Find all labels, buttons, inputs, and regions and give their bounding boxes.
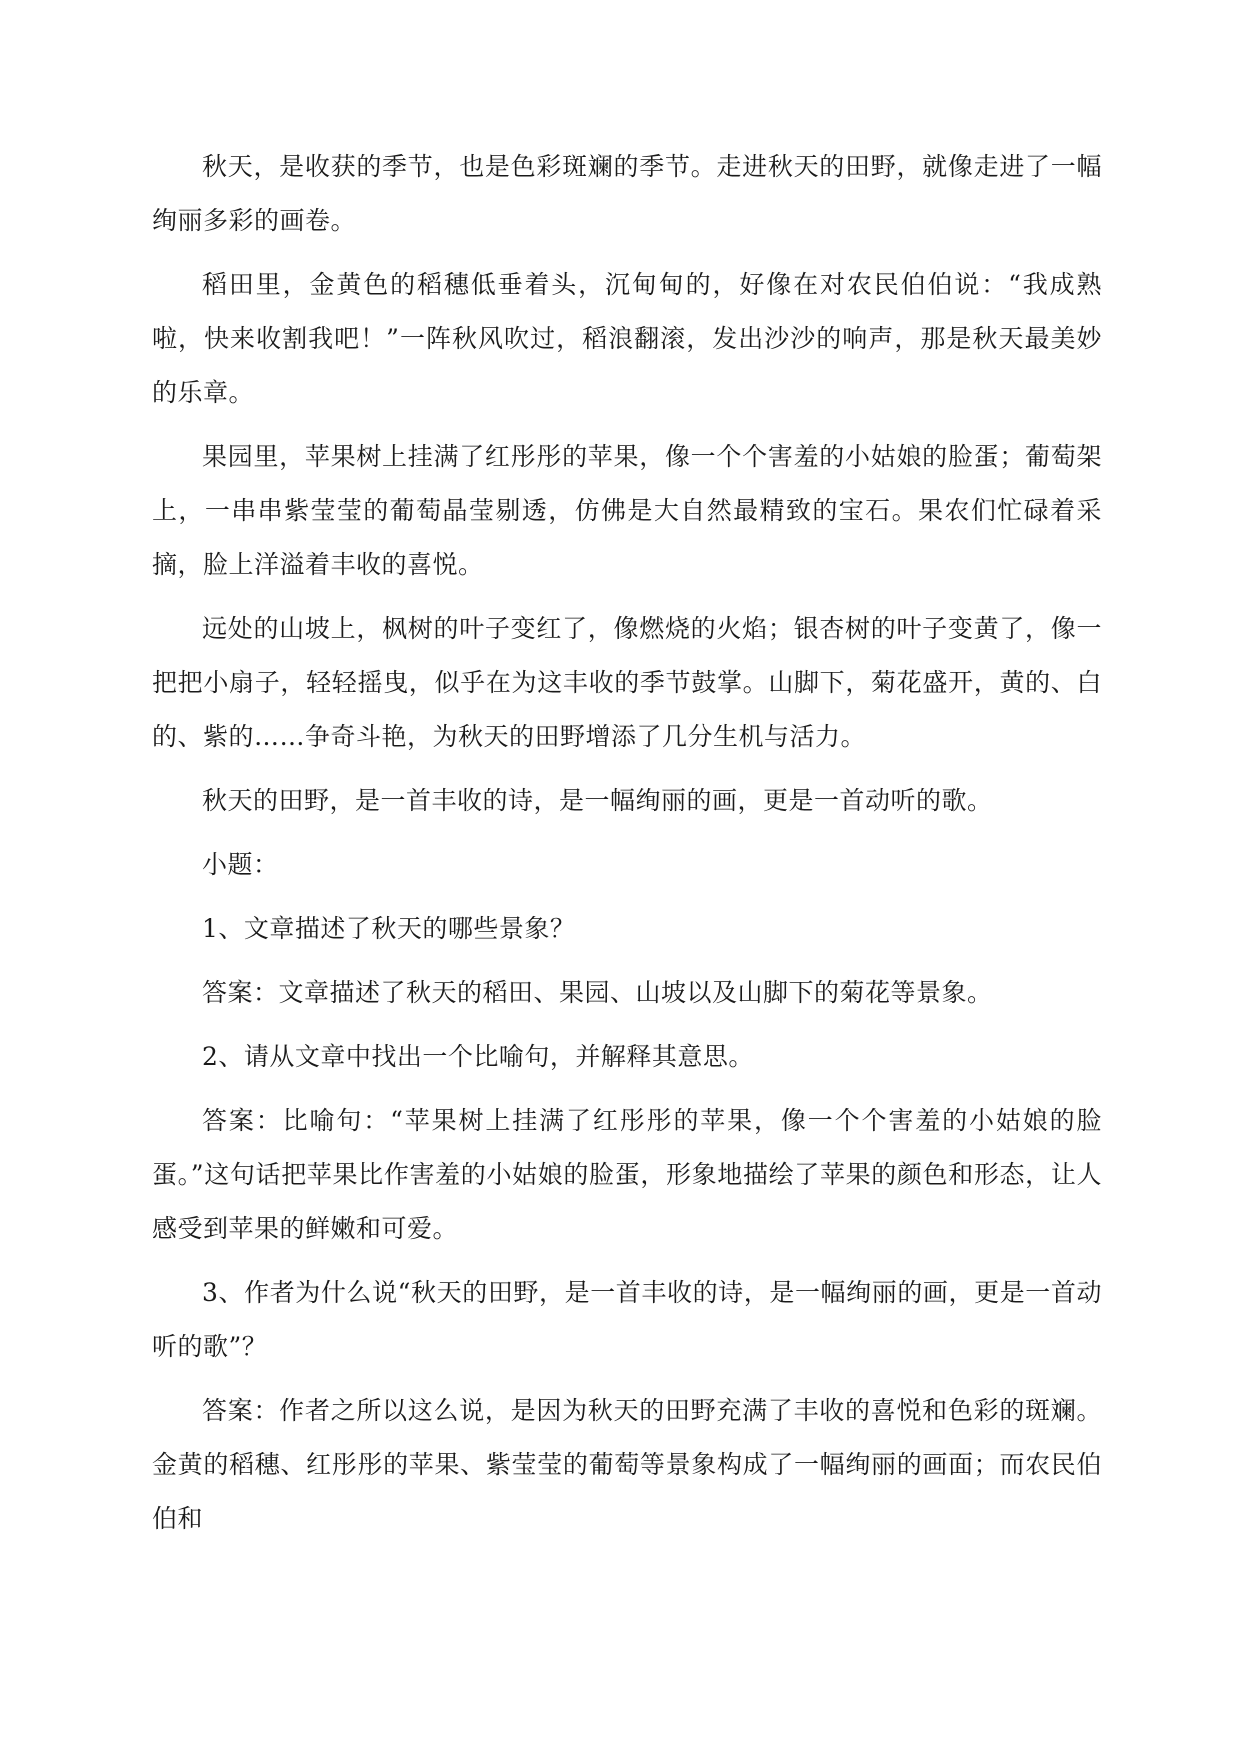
paragraph-orchard: 果园里，苹果树上挂满了红彤彤的苹果，像一个个害羞的小姑娘的脸蛋；葡萄架上，一串串紫莹莹的葡萄晶莹剔透，仿佛是大自然最精致的宝石。果农们忙碌着采摘，脸上洋溢着丰收的喜悦。: [152, 442, 1102, 579]
question-3: 3、作者为什么说“秋天的田野，是一首丰收的诗，是一幅绚丽的画，更是一首动听的歌”？: [152, 1278, 1102, 1361]
questions-heading: 小题：: [202, 850, 279, 879]
paragraph-hillside: 远处的山坡上，枫树的叶子变红了，像燃烧的火焰；银杏树的叶子变黄了，像一把把小扇子，轻轻摇曳，似乎在为这丰收的季节鼓掌。山脚下，菊花盛开，黄的、白的、紫的……争奇斗艳，为秋天的田野增添了几分生机与活力。: [152, 614, 1102, 751]
answer-1: 答案：文章描述了秋天的稻田、果园、山坡以及山脚下的菊花等景象。: [202, 978, 993, 1007]
paragraph-conclusion: 秋天的田野，是一首丰收的诗，是一幅绚丽的画，更是一首动听的歌。: [202, 786, 993, 815]
answer-2: 答案：比喻句：“苹果树上挂满了红彤彤的苹果，像一个个害羞的小姑娘的脸蛋。”这句话把苹果比作害羞的小姑娘的脸蛋，形象地描绘了苹果的颜色和形态，让人感受到苹果的鲜嫩和可爱。: [152, 1106, 1102, 1243]
document-body: [152, 140, 1102, 1556]
question-1: 1、文章描述了秋天的哪些景象？: [202, 914, 576, 943]
answer-3: 答案：作者之所以这么说，是因为秋天的田野充满了丰收的喜悦和色彩的斑斓。金黄的稻穗、红彤彤的苹果、紫莹莹的葡萄等景象构成了一幅绚丽的画面；而农民伯伯和: [152, 1396, 1102, 1533]
paragraph-intro: 秋天，是收获的季节，也是色彩斑斓的季节。走进秋天的田野，就像走进了一幅绚丽多彩的画卷。: [152, 152, 1102, 235]
paragraph-rice-field: 稻田里，金黄色的稻穗低垂着头，沉甸甸的，好像在对农民伯伯说：“我成熟啦，快来收割我吧！”一阵秋风吹过，稻浪翻滚，发出沙沙的响声，那是秋天最美妙的乐章。: [152, 270, 1102, 407]
question-2: 2、请从文章中找出一个比喻句，并解释其意思。: [202, 1042, 754, 1071]
